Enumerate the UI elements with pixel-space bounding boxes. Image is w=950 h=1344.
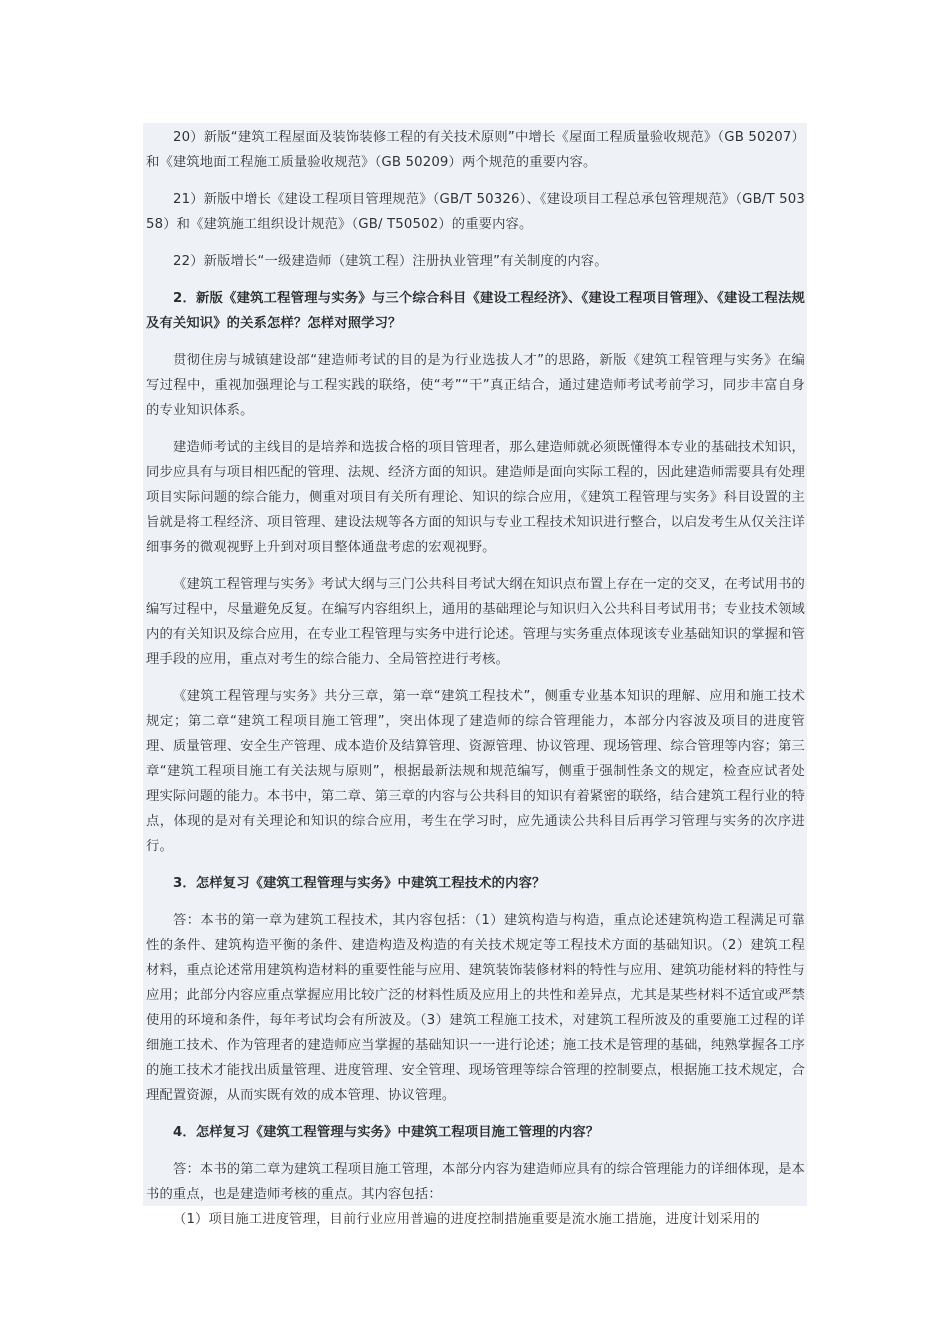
content-panel [143, 123, 807, 1227]
question-2-heading: 2．新版《建筑工程管理与实务》与三个综合科目《建设工程经济》、《建设工程项目管理》、《建设工程法规及有关知识》的关系怎样？怎样对照学习？ [146, 291, 805, 331]
question-4-heading: 4．怎样复习《建筑工程管理与实务》中建筑工程项目施工管理的内容？ [173, 1125, 600, 1140]
paragraph-20: 20）新版“建筑工程屋面及装饰装修工程的有关技术原则”中增长《屋面工程质量验收规范》（GB 50207）和《建筑地面工程施工质量验收规范》（GB 50209）两个规范的重要内容。 [146, 130, 805, 170]
paragraph-22: 22）新版增长“一级建造师（建筑工程）注册执业管理”有关制度的内容。 [173, 254, 608, 269]
question-3-heading: 3．怎样复习《建筑工程管理与实务》中建筑工程技术的内容？ [173, 876, 546, 891]
paragraph-q3-answer: 答：本书的第一章为建筑工程技术，其内容包括：（1）建筑构造与构造，重点论述建筑构造工程满足可靠性的条件、建筑构造平衡的条件、建造构造及构造的有关技术规定等工程技术方面的基础知识。（2）建筑工程材料，重点论述常用建筑构造材料的重要性能与应用、建筑装饰装修材料的特性与应用、建筑功能材料的特性与应用；此部分内容应重点掌握应用比较广泛的材料性质及应用上的共性和差异点，尤其是某些材料不适宜或严禁使用的环境和条件，每年考试均会有所波及。（3）建筑工程施工技术，对建筑工程所波及的重要施工过程的详细施工技术、作为管理者的建造师应当掌握的基础知识一一进行论述；施工技术是管理的基础，纯熟掌握各工序的施工技术才能找出质量管理、进度管理、安全管理、现场管理等综合管理的控制要点，根据施工技术规定，合理配置资源，从而实既有效的成本管理、协议管理。 [146, 913, 805, 1103]
paragraph-q4-answer: 答：本书的第二章为建筑工程项目施工管理，本部分内容为建造师应具有的综合管理能力的详细体现，是本书的重点，也是建造师考核的重点。其内容包括： [146, 1162, 806, 1202]
paragraph-q2-3: 《建筑工程管理与实务》考试大纲与三门公共科目考试大纲在知识点布置上存在一定的交叉，在考试用书的编写过程中，尽量避免反复。在编写内容组织上，通用的基础理论与知识归入公共科目考试用书；专业技术领域内的有关知识及综合应用，在专业工程管理与实务中进行论述。管理与实务重点体现该专业基础知识的掌握和管理手段的应用，重点对考生的综合能力、全局管控进行考核。 [146, 577, 806, 667]
paragraph-21: 21）新版中增长《建设工程项目管理规范》（GB/T 50326）、《建设项目工程总承包管理规范》（GB/T 50358）和《建筑施工组织设计规范》（GB/ T50502）的重要内容。 [146, 192, 805, 232]
paragraph-q2-4: 《建筑工程管理与实务》共分三章，第一章“建筑工程技术”，侧重专业基本知识的理解、应用和施工技术规定；第二章“建筑工程项目施工管理”，突出体现了建造师的综合管理能力，本部分内容波及项目的进度管理、质量管理、安全生产管理、成本造价及结算管理、资源管理、协议管理、现场管理、综合管理等内容；第三章“建筑工程项目施工有关法规与原则”，根据最新法规和规范编写，侧重于强制性条文的规定，检查应试者处理实际问题的能力。本书中，第二章、第三章的内容与公共科目的知识有着紧密的联络，结合建筑工程行业的特点，体现的是对有关理论和知识的综合应用，考生在学习时，应先通读公共科目后再学习管理与实务的次序进行。 [146, 689, 805, 854]
paragraph-q2-2: 建造师考试的主线目的是培养和选拔合格的项目管理者，那么建造师就必须既懂得本专业的基础技术知识，同步应具有与项目相匹配的管理、法规、经济方面的知识。建造师是面向实际工程的，因此建造师需要具有处理项目实际问题的综合能力，侧重对项目有关所有理论、知识的综合应用，《建筑工程管理与实务》科目设置的主旨就是将工程经济、项目管理、建设法规等各方面的知识与专业工程技术知识进行整合，以启发考生从仅关注详细事务的微观视野上升到对项目整体通盘考虑的宏观视野。 [146, 440, 806, 555]
paragraph-q2-1: 贯彻住房与城镇建设部“建造师考试的目的是为行业选拔人才”的思路，新版《建筑工程管理与实务》在编写过程中，重视加强理论与工程实践的联络，使“考”“干”真正结合，通过建造师考试考前学习，同步丰富自身的专业知识体系。 [146, 353, 805, 418]
article-body [143, 125, 807, 1232]
paragraph-q4-item-1: （1）项目施工进度管理，目前行业应用普遍的进度控制措施重要是流水施工措施，进度计划采用的 [173, 1212, 760, 1227]
